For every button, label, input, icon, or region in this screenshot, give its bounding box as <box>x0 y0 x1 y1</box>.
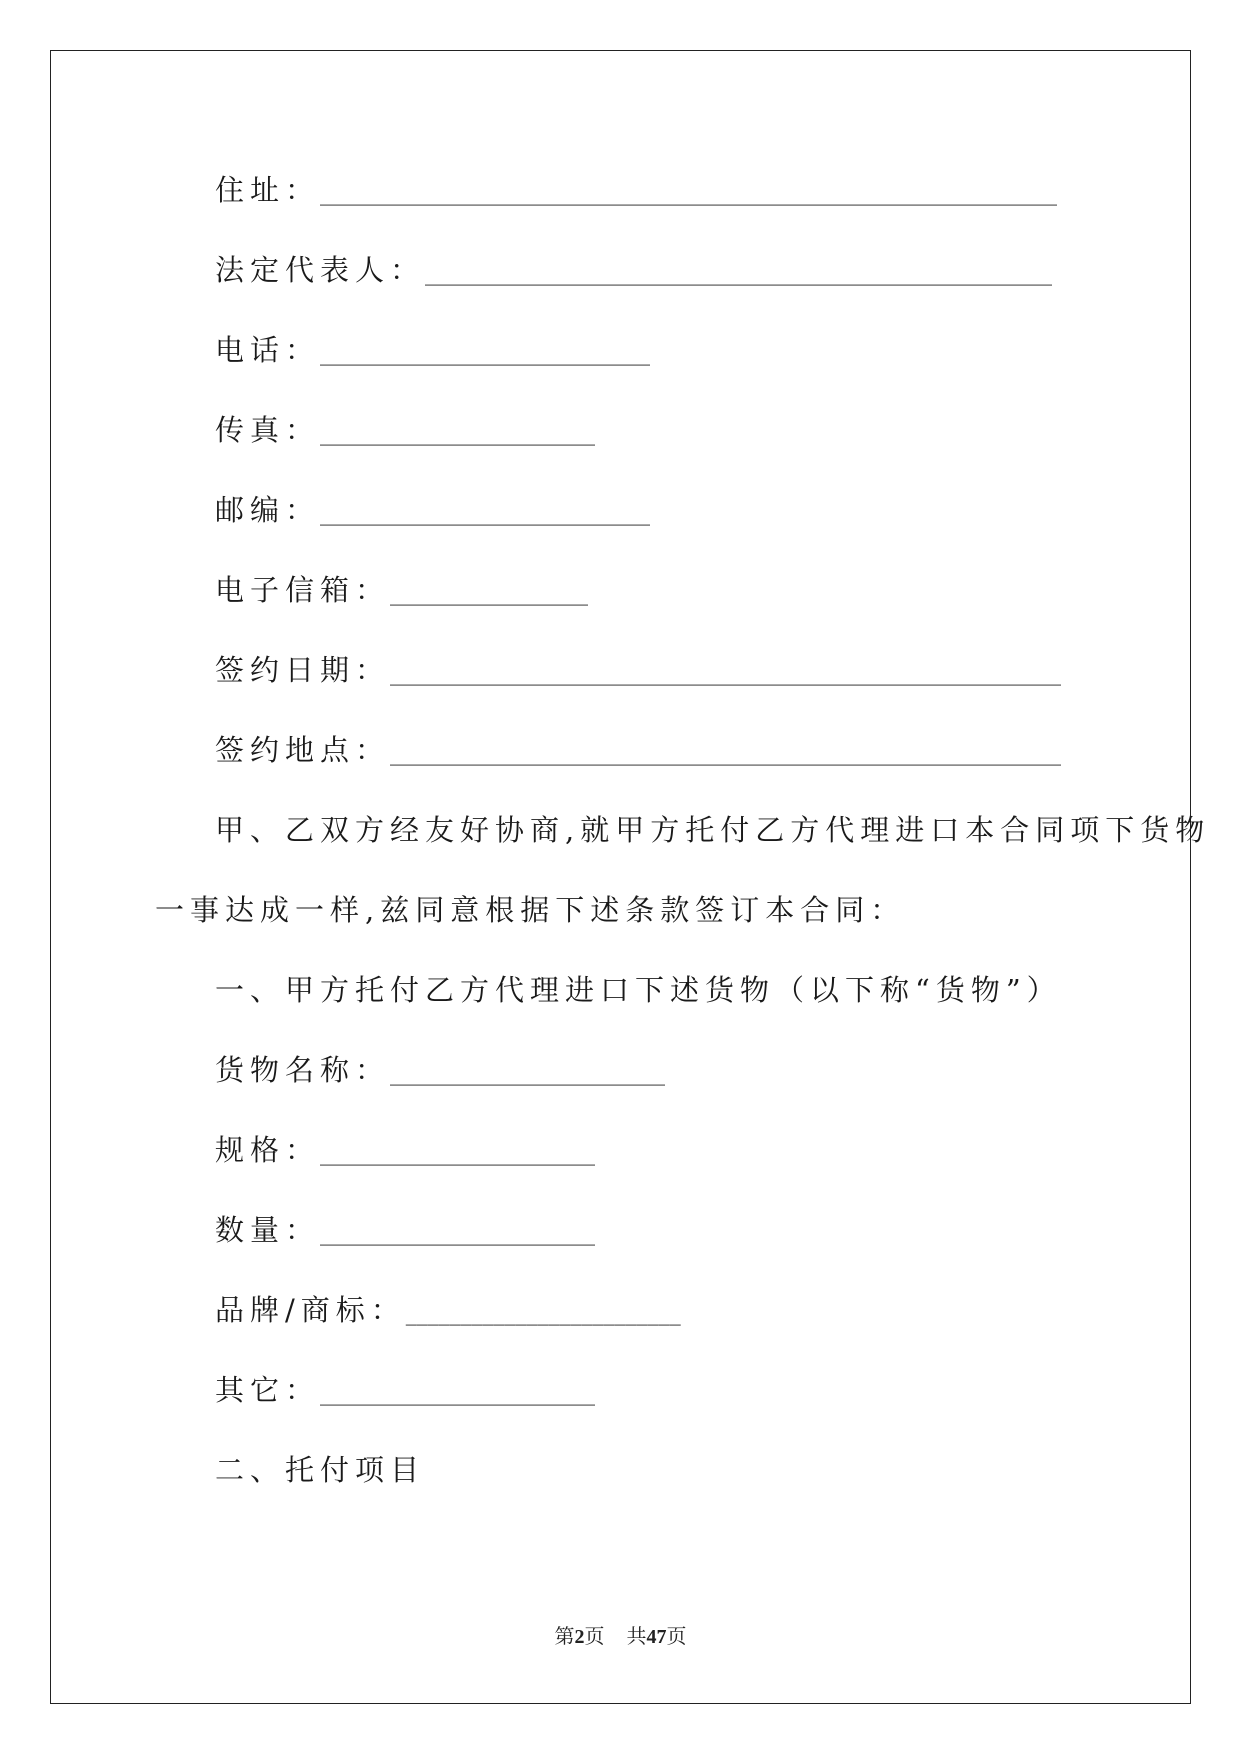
legal-rep-label: 法定代表人： <box>215 253 426 287</box>
sign-date-label: 签约日期： <box>215 653 391 687</box>
goods-name-line <box>215 1052 665 1092</box>
other-line <box>215 1372 595 1412</box>
spec-blank[interactable]: _________________________ <box>320 1141 596 1166</box>
legal-rep-blank[interactable]: _________________________________________________________ <box>425 261 1053 286</box>
goods-name-blank[interactable]: _________________________ <box>390 1061 666 1086</box>
other-blank[interactable]: _________________________ <box>320 1381 596 1406</box>
address-label: 住址： <box>215 173 321 207</box>
total-prefix: 共 <box>626 1626 647 1648</box>
postcode-blank[interactable]: ______________________________ <box>320 501 651 526</box>
page-prefix: 第 <box>554 1626 575 1648</box>
fax-blank[interactable]: _________________________ <box>320 421 596 446</box>
brand-line <box>215 1292 681 1332</box>
paragraph-line-2: 一事达成一样,兹同意根据下述条款签订本合同： <box>155 893 906 927</box>
phone-line <box>215 332 650 372</box>
quantity-blank[interactable]: _________________________ <box>320 1221 596 1246</box>
spec-label: 规格： <box>215 1133 321 1167</box>
email-line <box>215 572 588 612</box>
page-suffix: 页 <box>584 1626 605 1648</box>
spec-line <box>215 1132 595 1172</box>
email-blank[interactable]: __________________ <box>390 581 589 606</box>
page-number: 2 <box>574 1626 585 1648</box>
quantity-label: 数量： <box>215 1213 321 1247</box>
quantity-line <box>215 1212 595 1252</box>
sign-place-blank[interactable]: _____________________________________________________________ <box>390 741 1062 766</box>
fax-label: 传真： <box>215 413 321 447</box>
paragraph-line-1: 甲、乙双方经友好协商,就甲方托付乙方代理进口本合同项下货物 <box>215 813 1211 847</box>
page-footer <box>0 1620 1241 1649</box>
brand-label: 品牌/商标： <box>215 1293 406 1327</box>
total-number: 47 <box>646 1626 667 1648</box>
legal-rep-line <box>215 252 1052 292</box>
other-label: 其它： <box>215 1373 321 1407</box>
fax-line <box>215 412 595 452</box>
section-1-title: 一、甲方托付乙方代理进口下述货物（以下称“货物”） <box>215 973 1062 1007</box>
postcode-label: 邮编： <box>215 493 321 527</box>
postcode-line <box>215 492 650 532</box>
sign-place-line <box>215 732 1061 772</box>
address-line <box>215 172 1057 212</box>
sign-date-line <box>215 652 1061 692</box>
brand-blank[interactable]: _________________________ <box>405 1301 681 1326</box>
phone-blank[interactable]: ______________________________ <box>320 341 651 366</box>
sign-place-label: 签约地点： <box>215 733 391 767</box>
email-label: 电子信箱： <box>215 573 391 607</box>
total-suffix: 页 <box>666 1626 687 1648</box>
sign-date-blank[interactable]: _____________________________________________________________ <box>390 661 1062 686</box>
section-2-title: 二、托付项目 <box>215 1453 426 1487</box>
phone-label: 电话： <box>215 333 321 367</box>
goods-name-label: 货物名称： <box>215 1053 391 1087</box>
address-blank[interactable]: ___________________________________________________________________ <box>320 181 1058 206</box>
